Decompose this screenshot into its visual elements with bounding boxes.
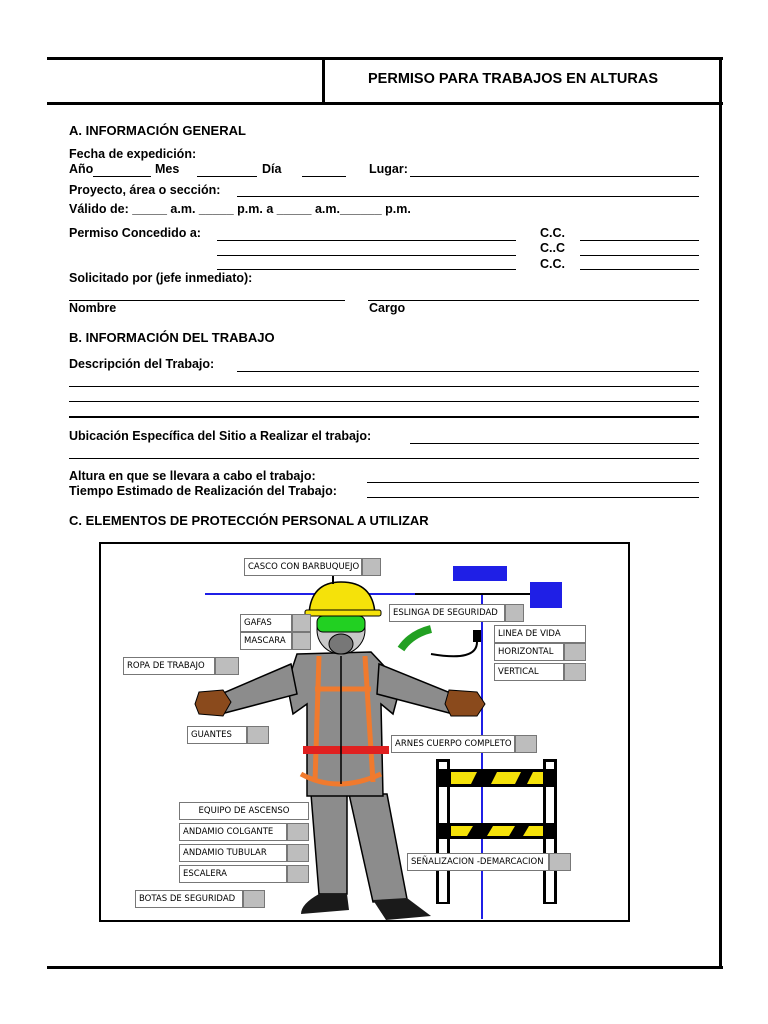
label-botas: BOTAS DE SEGURIDAD [135,890,243,908]
check-mascara[interactable] [292,632,311,650]
check-guantes[interactable] [247,726,269,744]
cc3-field[interactable] [580,269,699,270]
check-eslinga[interactable] [505,604,524,622]
section-b-heading: B. INFORMACIÓN DEL TRABAJO [69,330,275,345]
label-eslinga: ESLINGA DE SEGURIDAD [389,604,505,622]
frame-top [47,57,723,60]
frame-header-bottom [47,102,723,105]
descripcion-label: Descripción del Trabajo: [69,357,215,371]
dia-field[interactable] [302,176,346,177]
label-horizontal: HORIZONTAL [494,643,564,661]
fecha-label: Fecha de expedición: [69,147,197,161]
permiso-field-3[interactable] [217,269,516,270]
check-vertical[interactable] [564,663,586,681]
check-casco[interactable] [362,558,381,576]
label-senalizacion: SEÑALIZACION -DEMARCACION [407,853,549,871]
anio-label: Año [69,162,94,176]
ubicacion-label: Ubicación Específica del Sitio a Realizar el trabajo: [69,429,372,443]
check-botas[interactable] [243,890,265,908]
ubicacion-field-2[interactable] [69,458,699,459]
descripcion-field-4[interactable] [69,416,699,418]
cc3-label: C.C. [540,257,565,271]
valido-line: Válido de: _____ a.m. _____ p.m. a _____ a.m.______ p.m. [69,202,411,216]
label-andamio-colgante: ANDAMIO COLGANTE [179,823,287,841]
solicitado-label: Solicitado por (jefe inmediato): [69,271,253,285]
section-c-heading: C. ELEMENTOS DE PROTECCIÓN PERSONAL A UTILIZAR [69,513,429,528]
label-gafas: GAFAS [240,614,292,632]
ppe-figure [99,542,630,922]
check-andamio-tubular[interactable] [287,844,309,862]
mes-field[interactable] [197,176,257,177]
label-ropa: ROPA DE TRABAJO [123,657,215,675]
check-arnes[interactable] [515,735,537,753]
label-vertical: VERTICAL [494,663,564,681]
permiso-field-1[interactable] [217,240,516,241]
proyecto-label: Proyecto, área o sección: [69,183,221,197]
nombre-label: Nombre [69,301,117,315]
frame-bottom [47,966,723,969]
cargo-label: Cargo [369,301,406,315]
ubicacion-field-1[interactable] [410,443,699,444]
check-senalizacion[interactable] [549,853,571,871]
label-andamio-tubular: ANDAMIO TUBULAR [179,844,287,862]
check-horizontal[interactable] [564,643,586,661]
tiempo-field[interactable] [367,497,699,498]
descripcion-field-3[interactable] [69,401,699,402]
frame-header-divider [322,57,325,105]
descripcion-field-1[interactable] [237,371,699,372]
permiso-field-2[interactable] [217,255,516,256]
cc1-label: C.C. [540,226,565,240]
label-mascara: MASCARA [240,632,292,650]
label-casco: CASCO CON BARBUQUEJO [244,558,362,576]
label-linea: LINEA DE VIDA [494,625,586,643]
descripcion-field-2[interactable] [69,386,699,387]
cc2-field[interactable] [580,255,699,256]
cc1-field[interactable] [580,240,699,241]
permiso-label: Permiso Concedido a: [69,226,201,240]
cargo-field[interactable] [368,300,699,301]
page-title: PERMISO PARA TRABAJOS EN ALTURAS [368,71,659,87]
cc2-label: C..C [540,241,565,255]
mes-label: Mes [155,162,180,176]
check-andamio-colgante[interactable] [287,823,309,841]
check-escalera[interactable] [287,865,309,883]
frame-right [719,57,722,969]
label-arnes: ARNES CUERPO COMPLETO [391,735,515,753]
label-equipo: EQUIPO DE ASCENSO [179,802,309,820]
check-ropa[interactable] [215,657,239,675]
altura-label: Altura en que se llevara a cabo el trabajo: [69,469,316,483]
lugar-field[interactable] [410,176,699,177]
label-guantes: GUANTES [187,726,247,744]
check-gafas[interactable] [292,614,311,632]
lugar-label: Lugar: [369,162,408,176]
dia-label: Día [262,162,282,176]
anio-field[interactable] [93,176,151,177]
tiempo-label: Tiempo Estimado de Realización del Trabajo: [69,484,337,498]
altura-field[interactable] [367,482,699,483]
section-a-heading: A. INFORMACIÓN GENERAL [69,123,246,138]
proyecto-field[interactable] [237,196,699,197]
label-escalera: ESCALERA [179,865,287,883]
